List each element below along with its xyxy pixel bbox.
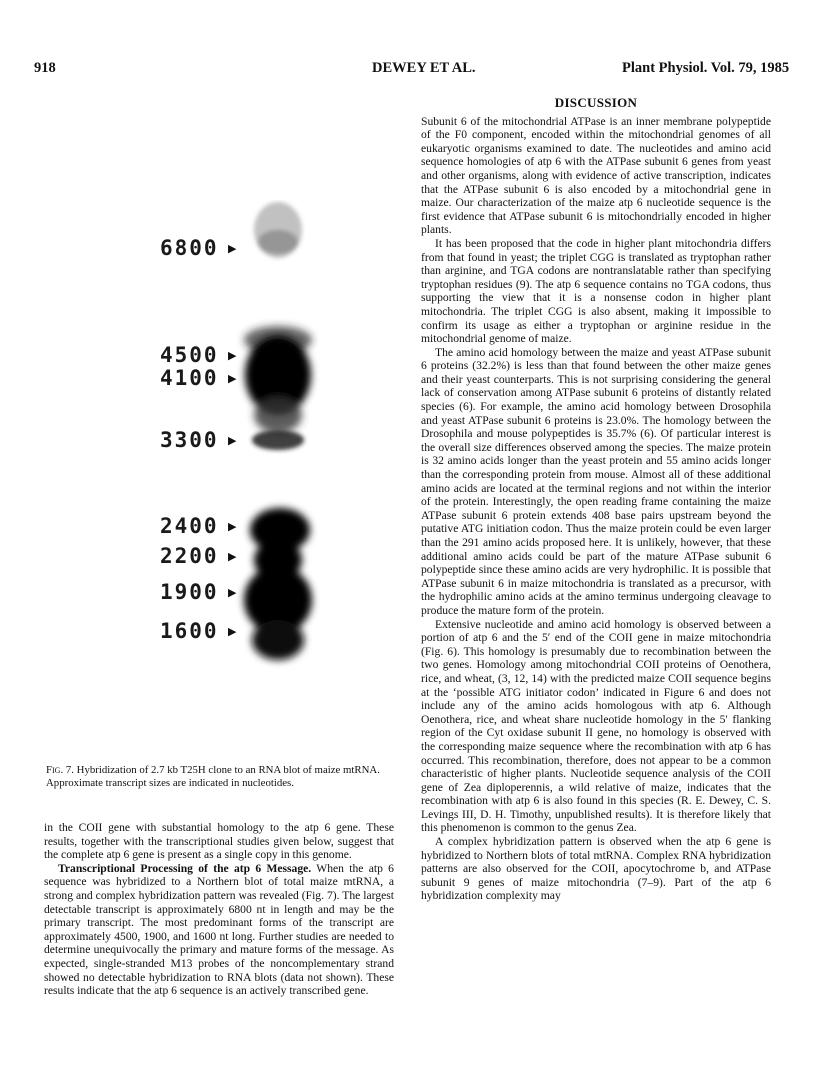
marker-2400 (160, 514, 236, 538)
arrow-right-icon: ▶ (228, 586, 237, 599)
marker-2200 (160, 544, 236, 568)
marker-label: 2400 (160, 514, 219, 538)
paragraph: A complex hybridization pattern is observed when the atp 6 gene is hybridized to Northern blots of total mtRNA. Complex RNA hybridization patterns are also observed for the COII, apocytochrome b, and ATPase subunit 9 genes of maize mitochondria (7–9). Part of the atp 6 hybridization complexity may (421, 835, 771, 903)
paragraph: It has been proposed that the code in higher plant mitochondria differs from that found in yeast; the triplet CGG is translated as tryptophan rather than arginine, and TGA codons are nontranslatable rather than specifying tryptophan residues (9). The atp 6 sequence contains no TGA codons, thus supporting the view that it is a nonsense codon in higher plant mitochondria. The triplet CGG is also absent, making it impossible to confirm its usage as either a tryptophan or arginine residue in the mitochondrial genome of maize. (421, 236, 771, 346)
marker-label: 6800 (160, 236, 219, 260)
northern-blot-figure (160, 200, 340, 670)
marker-4100 (160, 366, 236, 390)
paragraph: Subunit 6 of the mitochondrial ATPase is an inner membrane polypeptide of the F0 component, encoded within the mitochondrial genomes of all eukaryotic organisms examined to date. The nucleotides and amino acid sequence homologies of atp 6 with the ATPase subunit 6 genes from yeast and other organisms, along with evidence of active transcription, indicates that the ATPase subunit 6 is also encoded by a mitochondrial gene in maize. Our characterization of the maize atp 6 nucleotide sequence is the first evidence that ATPase subunit 6 is mitochondrially encoded in higher plants. (421, 114, 771, 237)
marker-label: 1600 (160, 619, 219, 643)
marker-1900 (160, 580, 236, 604)
section-heading: DISCUSSION (554, 95, 638, 110)
arrow-right-icon: ▶ (228, 349, 237, 362)
arrow-right-icon: ▶ (228, 520, 237, 533)
arrow-right-icon: ▶ (228, 372, 237, 385)
marker-3300 (160, 428, 236, 452)
running-head-authors: DEWEY ET AL. (372, 60, 476, 76)
arrow-right-icon: ▶ (228, 550, 237, 563)
band-4500-4100 (244, 326, 312, 433)
paragraph-body: When the atp 6 sequence was hybridized to a Northern blot of total maize mtRNA, a strong and complex hybridization pattern was revealed (Fig. 7). The largest detectable transcript is approximately 6800 nt in length and may be the primary transcript. The most predominant forms of the transcript are approximately 4500, 1900, and 1600 nt long. Further studies are needed to determine unequivocally the primary and mature forms of the message. As expected, single-stranded M13 probes of the noncomplementary strand showed no detectable hybridization to RNA blots (data not shown). These results indicate that the atp 6 sequence is an actively transcribed gene. (44, 861, 394, 998)
paragraph (44, 862, 394, 998)
caption-label: Fig. 7. (46, 764, 74, 776)
left-column (44, 821, 394, 998)
band-6800 (254, 202, 302, 258)
band-2400-1600 (244, 508, 312, 660)
marker-label: 4100 (160, 366, 219, 390)
marker-1600 (160, 619, 236, 643)
journal-citation: Plant Physiol. Vol. 79, 1985 (622, 60, 790, 76)
right-column (421, 96, 771, 903)
figure-caption (46, 764, 391, 790)
paragraph: Extensive nucleotide and amino acid homology is observed between a portion of atp 6 and the 5′ end of the COII gene in maize mitochondria (Fig. 6). This homology is presumably due to recombination between the two genes. Homology among mitochondrial COII proteins of Oenothera, rice, and wheat, (3, 12, 14) with the predicted maize COII sequence begins at the ‘possible ATG initiator codon’ indicated in Figure 6 and does not include any of the amino acids homologous with atp 6. Although Oenothera, rice, and wheat share nucleotide homology in the 5′ flanking region of the Cyt oxidase subunit II gene, no homology is observed with the corresponding maize sequence where the recombination with atp 6 has occurred. This recombination, therefore, does not appear to be a common characteristic of higher plants. Nucleotide sequence analysis of the COII gene of Zea diploperennis, a wild relative of maize, indicates that the recombination with atp 6 is also found in this species (R. E. Dewey, C. S. Levings III, D. H. Timothy, unpublished results). It is therefore likely that this phenomenon is common to the genus Zea. (421, 617, 771, 835)
runin-heading: Transcriptional Processing of the atp 6 Message. (58, 861, 312, 875)
paragraph: The amino acid homology between the maize and yeast ATPase subunit 6 proteins (32.2%) is less than that found between the other maize genes and their yeast counterparts. This is not surprising considering the general lack of conservation among ATPase subunit 6 proteins of distantly related species (6). For example, the amino acid homology between Drosophila and yeast ATPase subunit 6 proteins is 23.0%. The homology between the Drosophila and mouse polypeptides is 35.7% (6). Of particular interest is the overall size differences observed among the species. The maize protein is 32 amino acids longer than the yeast protein and 55 amino acids longer than the corresponding protein from mouse. Almost all of these additional amino acids are located at the terminal regions and not within the interior of the protein. Interestingly, the open reading frame containing the maize ATPase subunit 6 protein extends 408 base pairs upstream beyond the putative ATG initiation codon. Thus the maize protein could be even larger than the 291 amino acids proposed here. It is unlikely, however, that these additional amino acids could be part of the mature ATPase subunit 6 polypeptide since these amino acids are very hydrophilic. It is possible that ATPase subunit 6 in maize mitochondria is translated as a precursor, with the hydrophilic amino acids at the amino terminus undergoing cleavage to produce the mature form of the protein. (421, 345, 771, 617)
marker-label: 2200 (160, 544, 219, 568)
marker-label: 3300 (160, 428, 219, 452)
band-3300 (252, 430, 304, 450)
arrow-right-icon: ▶ (228, 625, 237, 638)
caption-text: Hybridization of 2.7 kb T25H clone to an RNA blot of maize mtRNA. Approximate transcript sizes are indicated in nucleotides. (46, 764, 380, 789)
marker-6800 (160, 236, 236, 260)
arrow-right-icon: ▶ (228, 242, 237, 255)
marker-label: 4500 (160, 343, 219, 367)
page-number: 918 (34, 60, 56, 76)
marker-label: 1900 (160, 580, 219, 604)
marker-4500 (160, 343, 236, 367)
paragraph: in the COII gene with substantial homology to the atp 6 gene. These results, together with the transcriptional studies given below, suggest that the complete atp 6 gene is present as a single copy in this genome. (44, 821, 394, 862)
arrow-right-icon: ▶ (228, 434, 237, 447)
